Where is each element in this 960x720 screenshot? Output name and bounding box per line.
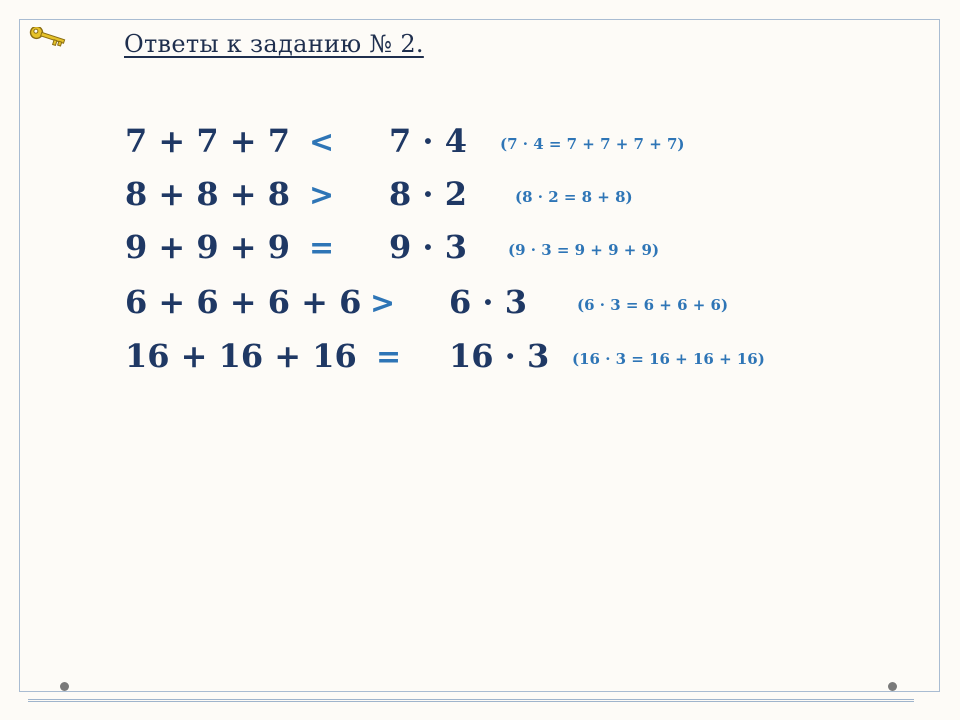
comparison-sign: < [309, 125, 335, 160]
explanation-hint: (8 · 2 = 8 + 8) [515, 188, 633, 206]
page-title: Ответы к заданию № 2. [124, 30, 424, 58]
bottom-divider [28, 699, 914, 702]
product-expression: 9 · 3 [389, 228, 467, 266]
comparison-sign: = [376, 340, 402, 375]
explanation-hint: (6 · 3 = 6 + 6 + 6) [577, 296, 729, 314]
sum-expression: 6 + 6 + 6 + 6 [125, 283, 362, 321]
comparison-sign: > [370, 286, 396, 321]
comparison-sign: = [309, 231, 335, 266]
sum-expression: 8 + 8 + 8 [125, 175, 290, 213]
sum-expression: 9 + 9 + 9 [125, 228, 290, 266]
product-expression: 8 · 2 [389, 175, 467, 213]
key-icon [27, 27, 67, 51]
product-expression: 16 · 3 [449, 337, 550, 375]
right-bullet-dot [888, 682, 897, 691]
product-expression: 6 · 3 [449, 283, 527, 321]
explanation-hint: (9 · 3 = 9 + 9 + 9) [508, 241, 660, 259]
sum-expression: 7 + 7 + 7 [125, 122, 290, 160]
comparison-sign: > [309, 178, 335, 213]
explanation-hint: (7 · 4 = 7 + 7 + 7 + 7) [500, 135, 685, 153]
product-expression: 7 · 4 [389, 122, 467, 160]
sum-expression: 16 + 16 + 16 [125, 337, 357, 375]
left-bullet-dot [60, 682, 69, 691]
explanation-hint: (16 · 3 = 16 + 16 + 16) [572, 350, 765, 368]
